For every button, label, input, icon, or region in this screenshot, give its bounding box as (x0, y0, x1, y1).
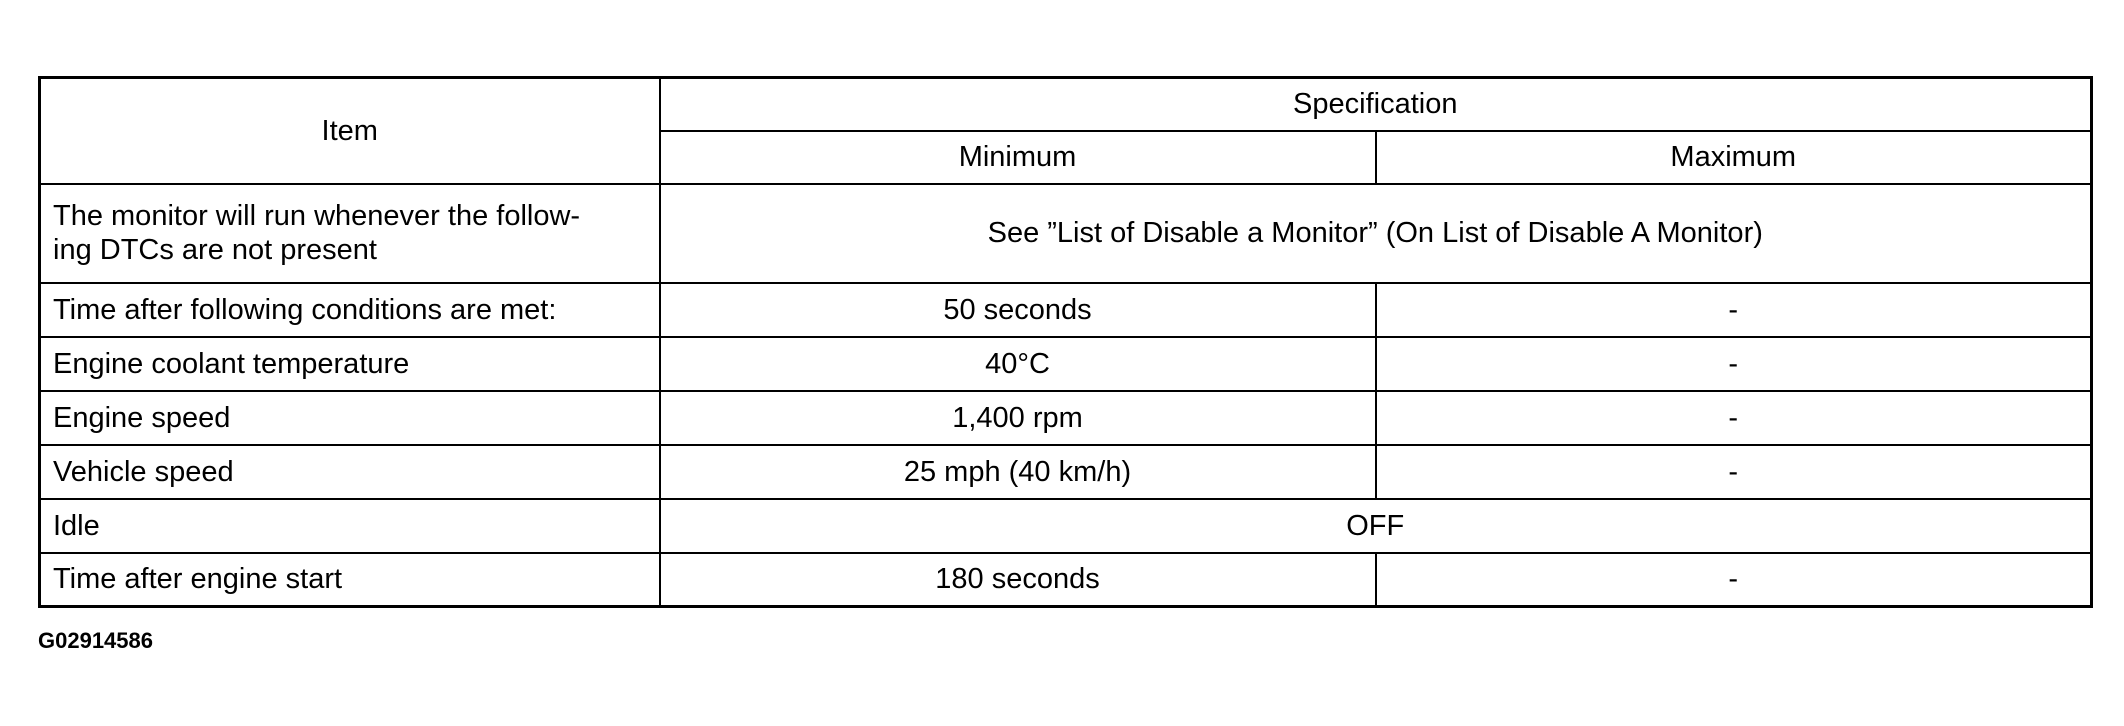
row-minimum: 50 seconds (660, 283, 1376, 337)
row-maximum: - (1376, 391, 2092, 445)
table-row (40, 499, 2092, 553)
row-item: Engine coolant temperature (40, 337, 660, 391)
figure-id: G02914586 (38, 628, 153, 653)
table-row (40, 184, 2092, 283)
row-maximum: - (1376, 553, 2092, 607)
row-item: Idle (40, 499, 660, 553)
row-minimum: 25 mph (40 km/h) (660, 445, 1376, 499)
row-minimum: 180 seconds (660, 553, 1376, 607)
row-spec-span: See ”List of Disable a Monitor” (On List of Disable A Monitor) (660, 184, 2092, 283)
row-spec-span: OFF (660, 499, 2092, 553)
header-item: Item (40, 78, 660, 184)
row-maximum: - (1376, 337, 2092, 391)
specification-table (38, 76, 2093, 608)
table-row (40, 553, 2092, 607)
header-maximum: Maximum (1376, 131, 2092, 184)
header-specification: Specification (660, 78, 2092, 131)
table-row (40, 283, 2092, 337)
table-row (40, 445, 2092, 499)
row-item-line: The monitor will run whenever the follow- (53, 200, 581, 232)
row-item: Time after following conditions are met: (40, 283, 660, 337)
row-item (40, 184, 660, 283)
row-item: Vehicle speed (40, 445, 660, 499)
header-row-top (40, 78, 2092, 131)
row-maximum: - (1376, 445, 2092, 499)
table-row (40, 391, 2092, 445)
row-maximum: - (1376, 283, 2092, 337)
row-item: Engine speed (40, 391, 660, 445)
table-row (40, 337, 2092, 391)
row-minimum: 40°C (660, 337, 1376, 391)
row-minimum: 1,400 rpm (660, 391, 1376, 445)
row-item: Time after engine start (40, 553, 660, 607)
row-item-line: ing DTCs are not present (53, 234, 377, 266)
header-minimum: Minimum (660, 131, 1376, 184)
